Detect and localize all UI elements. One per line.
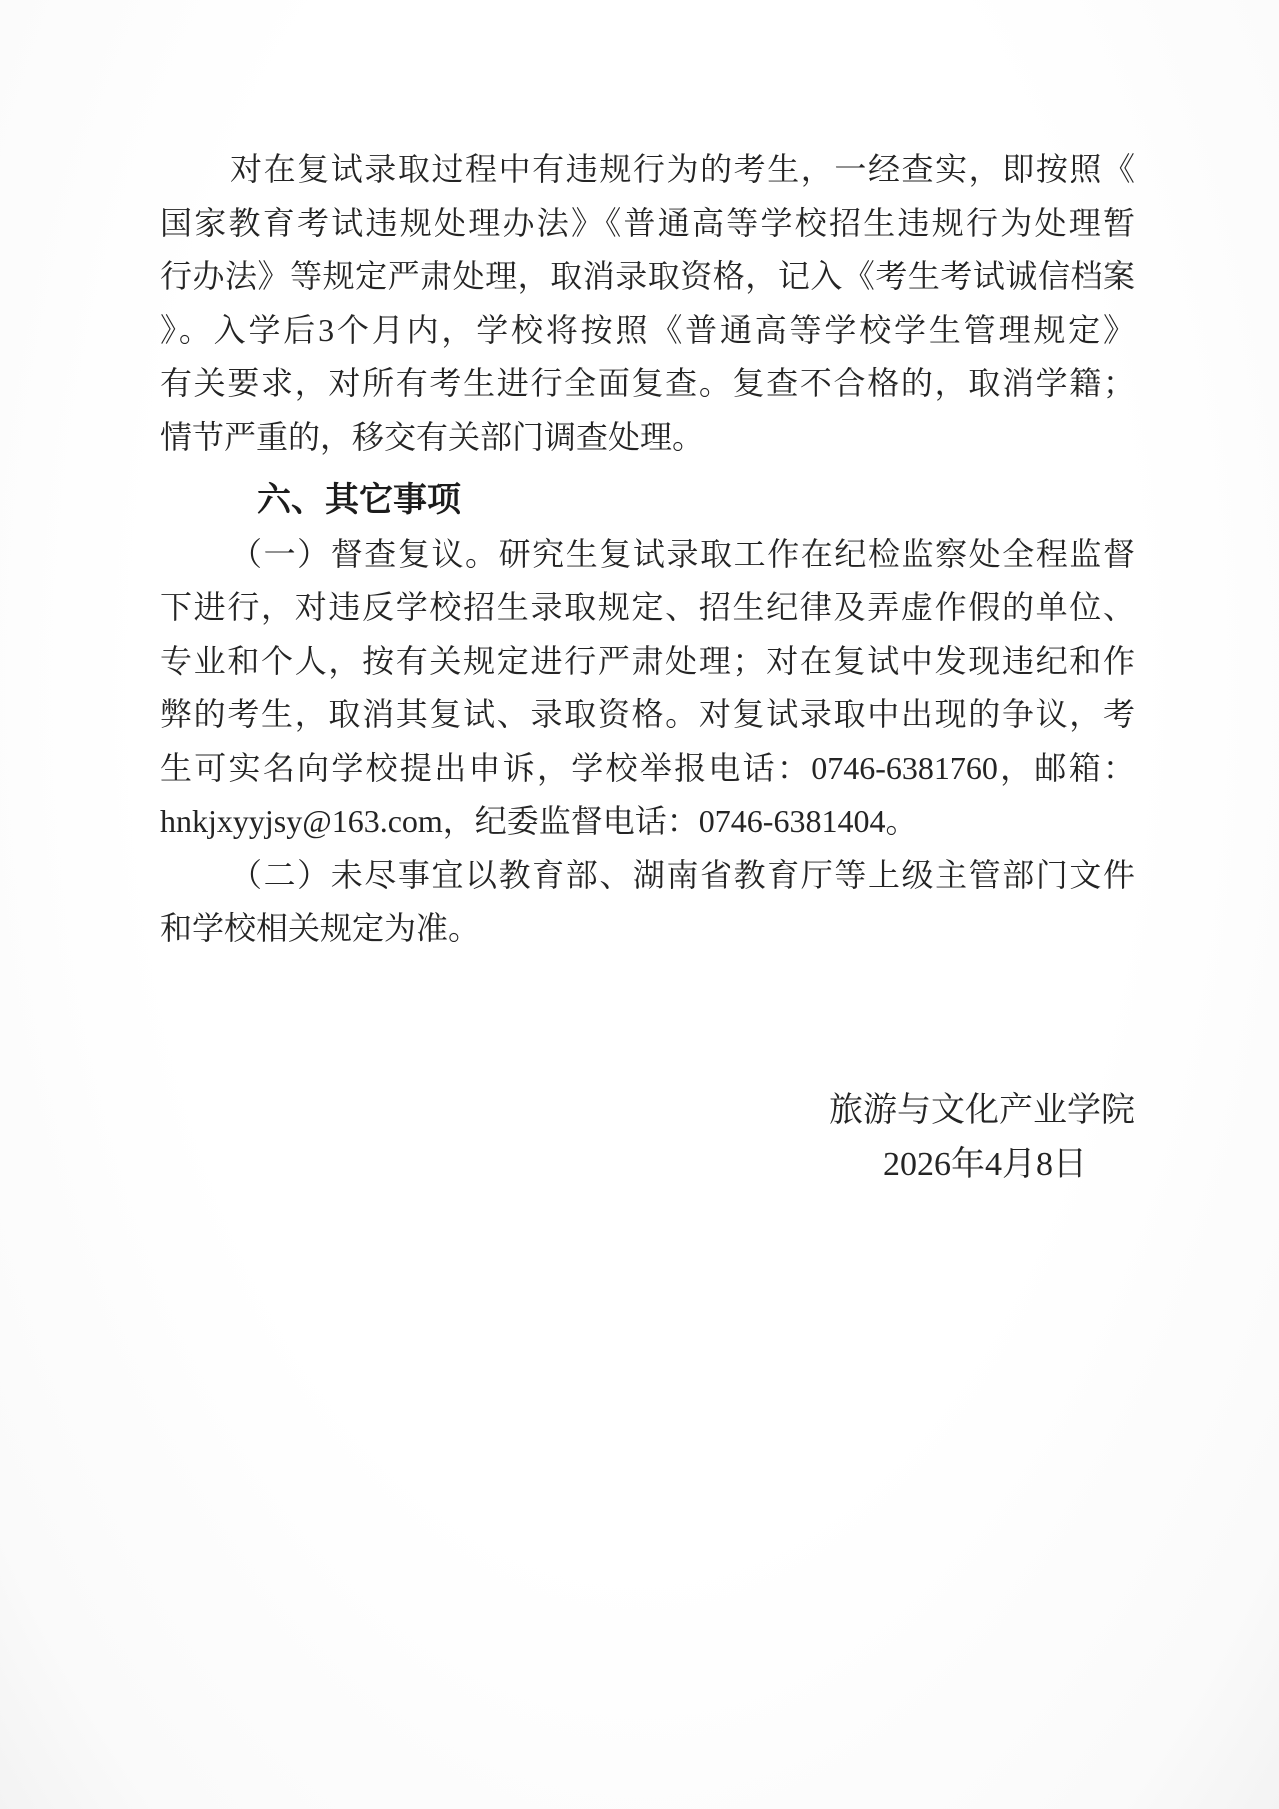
paragraph-violation-penalty xyxy=(160,143,1135,464)
paragraph-line: 弊的考生，取消其复试、录取资格。对复试录取中出现的争议，考 xyxy=(160,696,1135,732)
paragraph-supervision-review xyxy=(160,528,1135,849)
paragraph-line: （一）督查复议。研究生复试录取工作在纪检监察处全程监督 xyxy=(230,535,1135,572)
paragraph-line: 专业和个人，按有关规定进行严肃处理；对在复试中发现违纪和作 xyxy=(160,642,1135,679)
signature-block xyxy=(160,1084,1135,1192)
signature-organization: 旅游与文化产业学院 xyxy=(829,1091,1135,1129)
paragraph-line: 情节严重的，移交有关部门调查处理。 xyxy=(160,418,705,455)
section-heading-other-matters: 六、其它事项 xyxy=(257,481,461,519)
paragraph-line: 》。入学后3个月内，学校将按照《普通高等学校学生管理规定》 xyxy=(160,311,1135,348)
paragraph-line: 有关要求，对所有考生进行全面复查。复查不合格的，取消学籍； xyxy=(160,365,1135,401)
paragraph-line: 国家教育考试违规处理办法》《普通高等学校招生违规行为处理暂 xyxy=(160,204,1135,241)
signature-date: 2026年4月8日 xyxy=(883,1145,1087,1183)
paragraph-line: （二）未尽事宜以教育部、湖南省教育厅等上级主管部门文件 xyxy=(230,856,1135,893)
document-body xyxy=(160,143,1135,1192)
paragraph-line: 行办法》等规定严肃处理，取消录取资格，记入《考生考试诚信档案 xyxy=(160,258,1135,294)
paragraph-line: 和学校相关规定为准。 xyxy=(160,910,481,946)
paragraph-line: 下进行，对违反学校招生录取规定、招生纪律及弄虚作假的单位、 xyxy=(160,589,1135,625)
paragraph-line: 对在复试录取过程中有违规行为的考生，一经查实，即按照《 xyxy=(230,151,1135,187)
paragraph-line-contact-phone: 生可实名向学校提出申诉，学校举报电话：0746-6381760，邮箱： xyxy=(160,749,1135,786)
paragraph-line-contact-email: hnkjxyyjsy@163.com，纪委监督电话：0746-6381404。 xyxy=(160,803,918,839)
paragraph-unresolved-matters xyxy=(160,849,1135,956)
